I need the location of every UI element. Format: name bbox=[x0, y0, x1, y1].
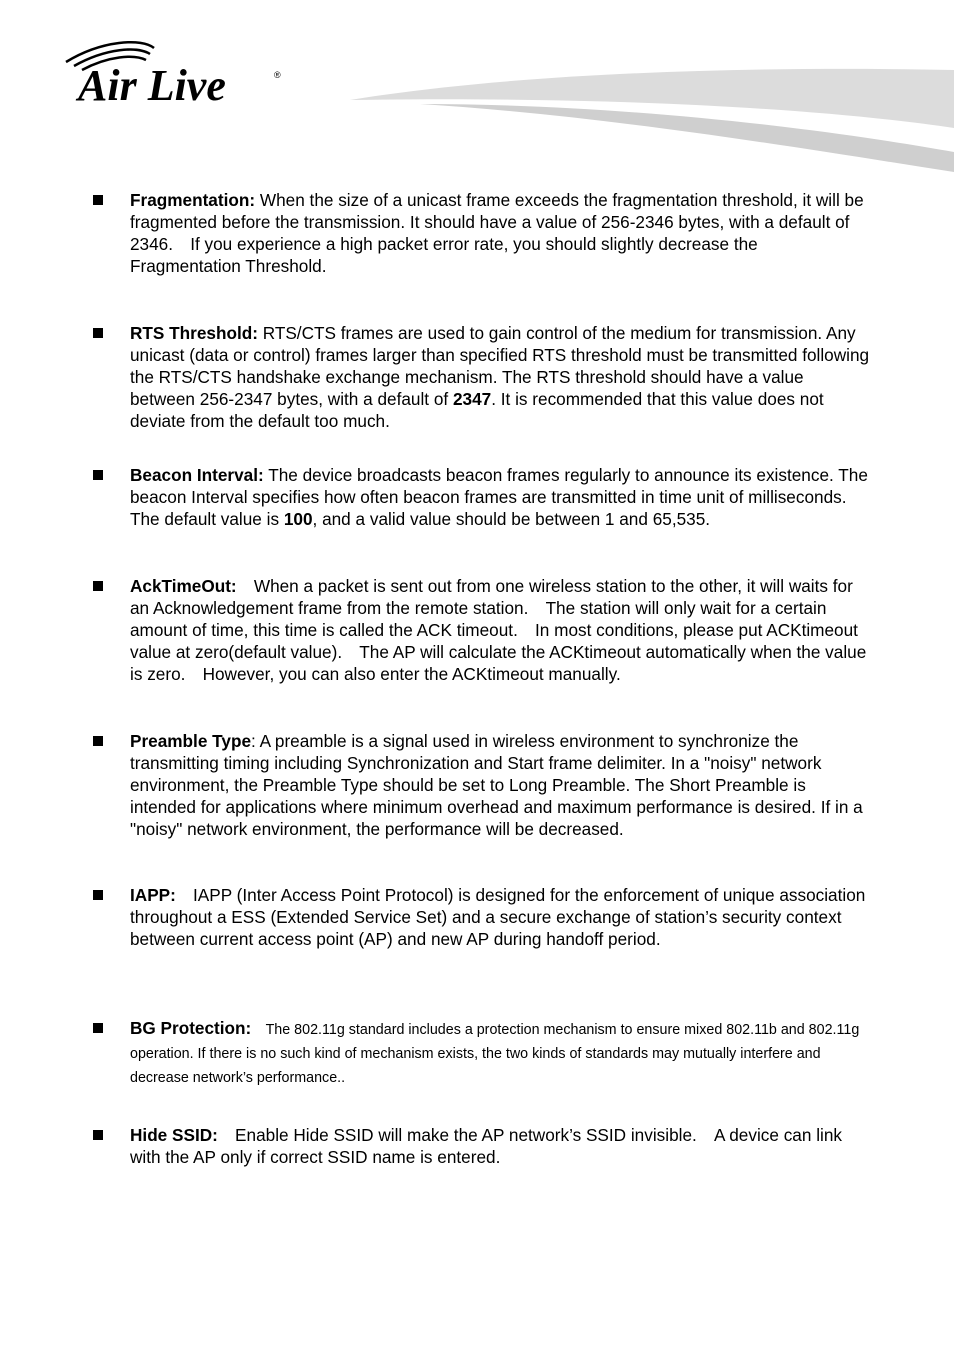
term: AckTimeOut: bbox=[130, 576, 237, 596]
item-iapp bbox=[130, 884, 870, 950]
bullet-square-icon bbox=[93, 470, 103, 480]
term: RTS Threshold: bbox=[130, 323, 258, 343]
desc: IAPP (Inter Access Point Protocol) is designed for the enforcement of unique association throughout a ESS (Extended Service Set) and a secure exchange of station’s security context between current access point (AP) and new AP during handoff period. bbox=[130, 885, 866, 949]
airlive-logo bbox=[62, 40, 292, 112]
desc: When a packet is sent out from one wireless station to the other, it will waits for an Acknowledgement frame from the remote station. The station will only wait for a certain amount of time, this time is called the ACK timeout. In most conditions, please put ACKtimeout value at zero(default value). The AP will calculate the ACKtimeout automatically when the value is zero. However, you can also enter the ACKtimeout manually. bbox=[130, 576, 867, 684]
registered-mark: ® bbox=[274, 70, 281, 80]
bullet-square-icon bbox=[93, 890, 103, 900]
default-value: 2347 bbox=[452, 389, 492, 409]
item-fragmentation bbox=[130, 189, 870, 277]
term: Beacon Interval: bbox=[130, 465, 264, 485]
desc: : A preamble is a signal used in wireless environment to synchronize the transmitting timing including Synchronization and Start frame delimiter. In a "noisy" network environment, the Preamble Type should be set to Long Preamble. The Short Preamble is intended for applications where minimum overhead and maximum performance is desired. If in a "noisy" network environment, the performance will be decreased. bbox=[130, 731, 863, 839]
logo-text: Air Live bbox=[78, 61, 226, 110]
bullet-square-icon bbox=[93, 1130, 103, 1140]
desc: The 802.11g standard includes a protection mechanism to ensure mixed 802.11b and 802.11g operation. If there is no such kind of mechanism exists, the two kinds of standards may mutually interfere and decrease network’s performance.. bbox=[130, 1022, 860, 1086]
desc: RTS/CTS frames are used to gain control of the medium for transmission. Any unicast (data or control) frames larger than specified RTS threshold must be transmitted following the RTS/CTS handshake exchange mechanism. The RTS threshold should have a value between 256-2347 bytes, with a default of bbox=[130, 323, 870, 409]
item-beacon-interval bbox=[130, 464, 870, 530]
bullet-square-icon bbox=[93, 195, 103, 205]
desc: The device broadcasts beacon frames regularly to announce its existence. The beacon Interval specifies how often beacon frames are transmitted in time unit of milliseconds. The default value is bbox=[130, 465, 868, 529]
item-rts-threshold bbox=[130, 322, 870, 432]
term: BG Protection: bbox=[130, 1018, 252, 1038]
term: Fragmentation: bbox=[130, 190, 256, 210]
desc-tail: , and a valid value should be between 1 and 65,535. bbox=[312, 509, 711, 529]
desc: When the size of a unicast frame exceeds the fragmentation threshold, it will be fragmented before the transmission. It should have a value of 256-2346 bytes, with a default of 2346. If you experience a high packet error rate, you should slightly decrease the Fragmentation Threshold. bbox=[130, 190, 864, 276]
term: IAPP: bbox=[130, 885, 176, 905]
bullet-square-icon bbox=[93, 736, 103, 746]
desc: Enable Hide SSID will make the AP network’s SSID invisible. A device can link with the AP only if correct SSID name is entered. bbox=[130, 1125, 842, 1167]
term: Preamble Type bbox=[130, 731, 251, 751]
item-hide-ssid bbox=[130, 1124, 870, 1168]
bullet-square-icon bbox=[93, 1023, 103, 1033]
item-bg-protection bbox=[130, 1017, 870, 1089]
bullet-square-icon bbox=[93, 328, 103, 338]
default-value: 100 bbox=[283, 509, 313, 529]
bullet-square-icon bbox=[93, 581, 103, 591]
desc-tail: . It is recommended that this value does not deviate from the default too much. bbox=[130, 389, 824, 431]
item-preamble-type bbox=[130, 730, 870, 840]
item-acktimeout bbox=[130, 575, 870, 685]
term: Hide SSID: bbox=[130, 1125, 218, 1145]
